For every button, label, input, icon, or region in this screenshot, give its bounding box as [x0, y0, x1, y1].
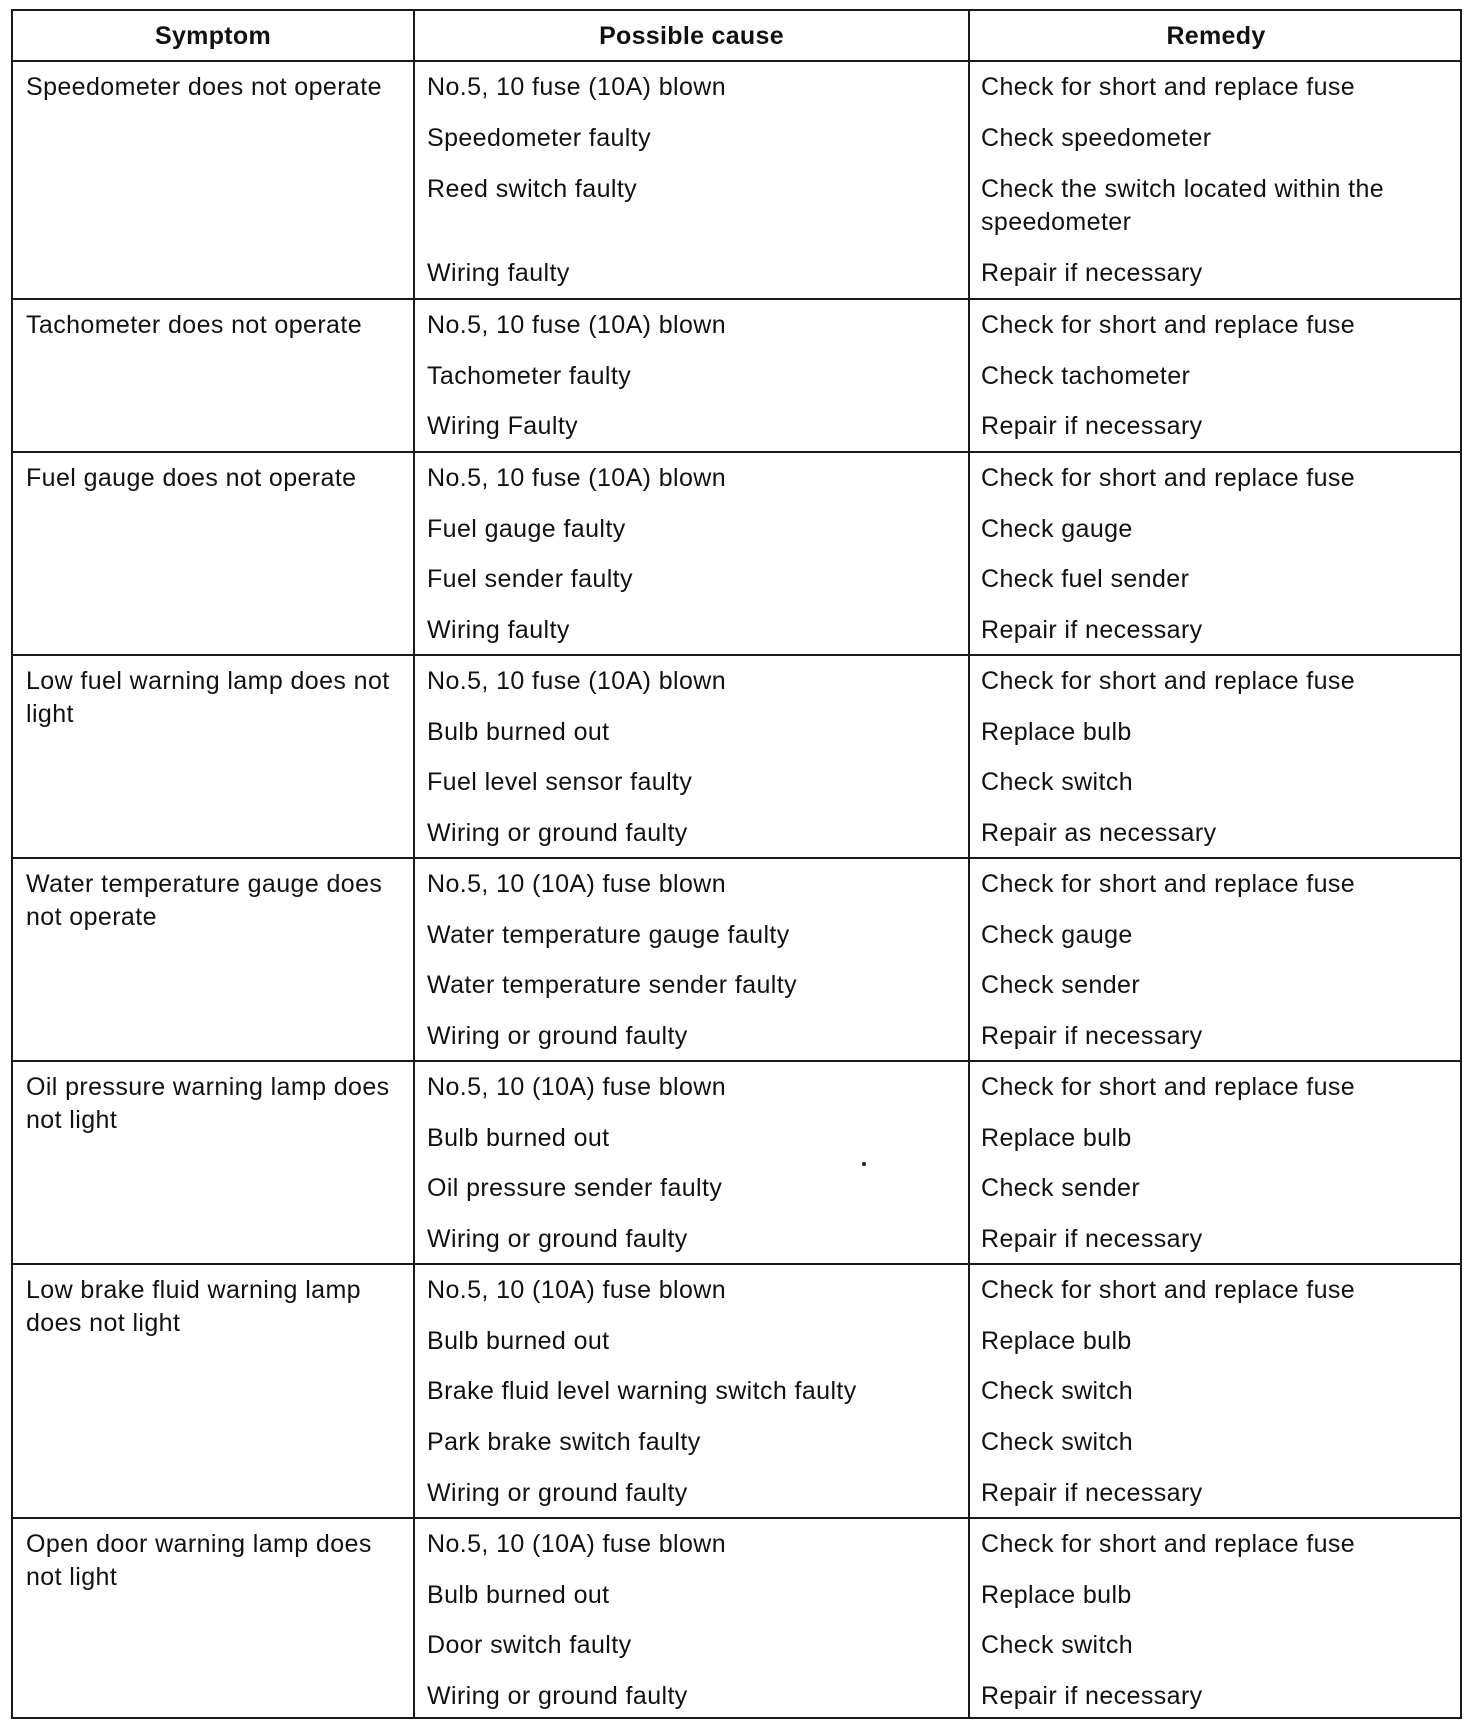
symptom-cell: Low brake fluid warning lamp does not light	[26, 1276, 361, 1337]
cause-cell: Bulb burned out	[427, 1581, 610, 1609]
cause-cell: Wiring or ground faulty	[427, 819, 688, 847]
column-divider	[413, 11, 415, 1717]
group-divider	[13, 1263, 1460, 1265]
remedy-cell: Check for short and replace fuse	[981, 311, 1356, 339]
cause-cell: Tachometer faulty	[427, 362, 632, 390]
header-remedy: Remedy	[1166, 21, 1266, 50]
cause-cell: Fuel gauge faulty	[427, 515, 626, 543]
cause-cell: Wiring or ground faulty	[427, 1225, 688, 1253]
group-divider	[13, 857, 1460, 859]
cause-cell: Brake fluid level warning switch faulty	[427, 1377, 857, 1405]
remedy-cell: Check speedometer	[981, 124, 1212, 152]
cause-cell: Wiring or ground faulty	[427, 1022, 688, 1050]
group-divider	[13, 1060, 1460, 1062]
cause-cell: Wiring or ground faulty	[427, 1479, 688, 1507]
symptom-cell: Water temperature gauge does not operate	[26, 870, 383, 931]
remedy-cell: Repair as necessary	[981, 819, 1217, 847]
symptom-cell: Open door warning lamp does not light	[26, 1530, 372, 1591]
header-symptom: Symptom	[154, 21, 271, 50]
remedy-cell: Repair if necessary	[981, 616, 1203, 644]
cause-cell: Bulb burned out	[427, 1124, 610, 1152]
group-divider	[13, 298, 1460, 300]
header-possible-cause: Possible cause	[599, 21, 784, 50]
group-divider	[13, 451, 1460, 453]
symptom-cell: Tachometer does not operate	[26, 311, 363, 339]
cause-cell: Fuel level sensor faulty	[427, 768, 693, 796]
remedy-cell: Check for short and replace fuse	[981, 73, 1356, 101]
cause-cell: Wiring faulty	[427, 616, 570, 644]
remedy-cell: Replace bulb	[981, 1581, 1132, 1609]
remedy-cell: Replace bulb	[981, 718, 1132, 746]
cause-cell: Speedometer faulty	[427, 124, 651, 152]
cause-cell: No.5, 10 (10A) fuse blown	[427, 1276, 727, 1304]
remedy-cell: Check switch	[981, 768, 1134, 796]
remedy-cell: Repair if necessary	[981, 1682, 1203, 1710]
cause-cell: Wiring or ground faulty	[427, 1682, 688, 1710]
remedy-cell: Check sender	[981, 1174, 1141, 1202]
remedy-cell: Check for short and replace fuse	[981, 1276, 1356, 1304]
symptom-cell: Fuel gauge does not operate	[26, 464, 357, 492]
cause-cell: Bulb burned out	[427, 1327, 610, 1355]
remedy-cell: Check gauge	[981, 515, 1133, 543]
column-divider	[968, 11, 970, 1717]
remedy-cell: Check for short and replace fuse	[981, 870, 1356, 898]
remedy-cell: Replace bulb	[981, 1124, 1132, 1152]
troubleshooting-table	[11, 9, 1462, 1719]
cause-cell: No.5, 10 fuse (10A) blown	[427, 464, 727, 492]
remedy-cell: Check fuel sender	[981, 565, 1190, 593]
remedy-cell: Check for short and replace fuse	[981, 667, 1356, 695]
cause-cell: Water temperature sender faulty	[427, 971, 797, 999]
cause-cell: Oil pressure sender faulty	[427, 1174, 723, 1202]
remedy-cell: Check switch	[981, 1377, 1134, 1405]
remedy-cell: Repair if necessary	[981, 1225, 1203, 1253]
cause-cell: Door switch faulty	[427, 1631, 632, 1659]
cause-cell: No.5, 10 fuse (10A) blown	[427, 667, 727, 695]
cause-cell: No.5, 10 (10A) fuse blown	[427, 1073, 727, 1101]
symptom-cell: Low fuel warning lamp does not light	[26, 667, 390, 728]
cause-cell: Water temperature gauge faulty	[427, 921, 790, 949]
cause-cell: Reed switch faulty	[427, 175, 638, 203]
remedy-cell: Repair if necessary	[981, 1479, 1203, 1507]
symptom-cell: Speedometer does not operate	[26, 73, 382, 101]
remedy-cell: Check switch	[981, 1428, 1134, 1456]
cause-cell: No.5, 10 fuse (10A) blown	[427, 73, 727, 101]
remedy-cell: Check the switch located within the speedometer	[981, 175, 1385, 236]
scan-speck	[862, 1162, 866, 1166]
remedy-cell: Check tachometer	[981, 362, 1191, 390]
remedy-cell: Check for short and replace fuse	[981, 1073, 1356, 1101]
cause-cell: Fuel sender faulty	[427, 565, 633, 593]
cause-cell: Park brake switch faulty	[427, 1428, 701, 1456]
symptom-cell: Oil pressure warning lamp does not light	[26, 1073, 390, 1134]
cause-cell: Wiring faulty	[427, 259, 570, 287]
remedy-cell: Check sender	[981, 971, 1141, 999]
remedy-cell: Check gauge	[981, 921, 1133, 949]
remedy-cell: Repair if necessary	[981, 1022, 1203, 1050]
remedy-cell: Repair if necessary	[981, 412, 1203, 440]
header-divider	[13, 60, 1460, 62]
cause-cell: No.5, 10 (10A) fuse blown	[427, 870, 727, 898]
remedy-cell: Replace bulb	[981, 1327, 1132, 1355]
remedy-cell: Check for short and replace fuse	[981, 464, 1356, 492]
group-divider	[13, 654, 1460, 656]
cause-cell: Bulb burned out	[427, 718, 610, 746]
remedy-cell: Check switch	[981, 1631, 1134, 1659]
group-divider	[13, 1517, 1460, 1519]
remedy-cell: Repair if necessary	[981, 259, 1203, 287]
cause-cell: Wiring Faulty	[427, 412, 579, 440]
cause-cell: No.5, 10 fuse (10A) blown	[427, 311, 727, 339]
cause-cell: No.5, 10 (10A) fuse blown	[427, 1530, 727, 1558]
remedy-cell: Check for short and replace fuse	[981, 1530, 1356, 1558]
